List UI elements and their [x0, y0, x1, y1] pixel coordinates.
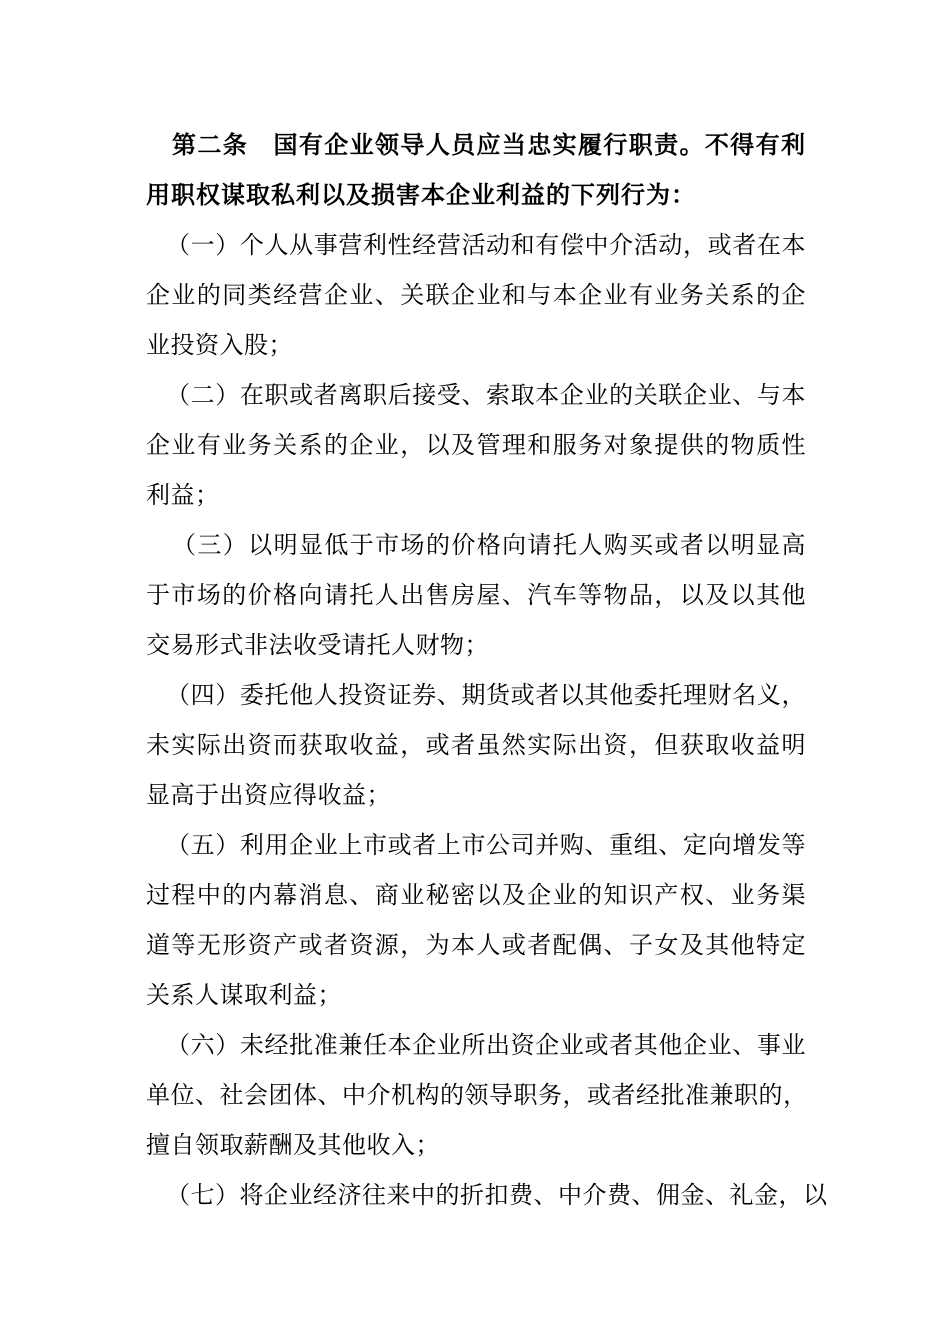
- item-2: [146, 370, 806, 520]
- item-3: [146, 520, 806, 670]
- item-5-line-4: 关系人谋取利益；: [146, 981, 342, 1009]
- item-4: [146, 670, 806, 820]
- item-7-line-1: （七）将企业经济往来中的折扣费、中介费、佣金、礼金，以: [166, 1181, 828, 1209]
- item-1-line-1: （一）个人从事营利性经营活动和有偿中介活动，或者在本: [166, 231, 806, 259]
- item-2-line-3: 利益；: [146, 481, 220, 509]
- item-3-line-1: （三）以明显低于市场的价格向请托人购买或者以明显高: [172, 531, 806, 559]
- item-5-line-2: 过程中的内幕消息、商业秘密以及企业的知识产权、业务渠: [146, 881, 806, 909]
- article-heading-line-2: 用职权谋取私利以及损害本企业利益的下列行为：: [146, 180, 696, 209]
- item-6-line-3: 擅自领取薪酬及其他收入；: [146, 1131, 440, 1159]
- item-6: [146, 1020, 806, 1170]
- document-page: [146, 120, 828, 1220]
- item-3-line-2: 于市场的价格向请托人出售房屋、汽车等物品，以及以其他: [146, 581, 806, 609]
- item-5: [146, 820, 806, 1020]
- item-5-line-1: （五）利用企业上市或者上市公司并购、重组、定向增发等: [166, 831, 806, 859]
- item-3-line-3: 交易形式非法收受请托人财物；: [146, 631, 489, 659]
- item-1-line-3: 业投资入股；: [146, 331, 293, 359]
- item-4-line-1: （四）委托他人投资证券、期货或者以其他委托理财名义，: [166, 681, 806, 709]
- article-heading-line-1: 第二条 国有企业领导人员应当忠实履行职责。不得有利: [172, 130, 806, 159]
- item-2-line-1: （二）在职或者离职后接受、索取本企业的关联企业、与本: [166, 381, 806, 409]
- item-1-line-2: 企业的同类经营企业、关联企业和与本企业有业务关系的企: [146, 281, 806, 309]
- item-7: [146, 1170, 828, 1220]
- item-5-line-3: 道等无形资产或者资源，为本人或者配偶、子女及其他特定: [146, 931, 806, 959]
- item-6-line-1: （六）未经批准兼任本企业所出资企业或者其他企业、事业: [166, 1031, 806, 1059]
- item-4-line-2: 未实际出资而获取收益，或者虽然实际出资，但获取收益明: [146, 731, 806, 759]
- item-1: [146, 220, 806, 370]
- item-2-line-2: 企业有业务关系的企业，以及管理和服务对象提供的物质性: [146, 431, 806, 459]
- item-4-line-3: 显高于出资应得收益；: [146, 781, 391, 809]
- item-6-line-2: 单位、社会团体、中介机构的领导职务，或者经批准兼职的，: [146, 1081, 808, 1109]
